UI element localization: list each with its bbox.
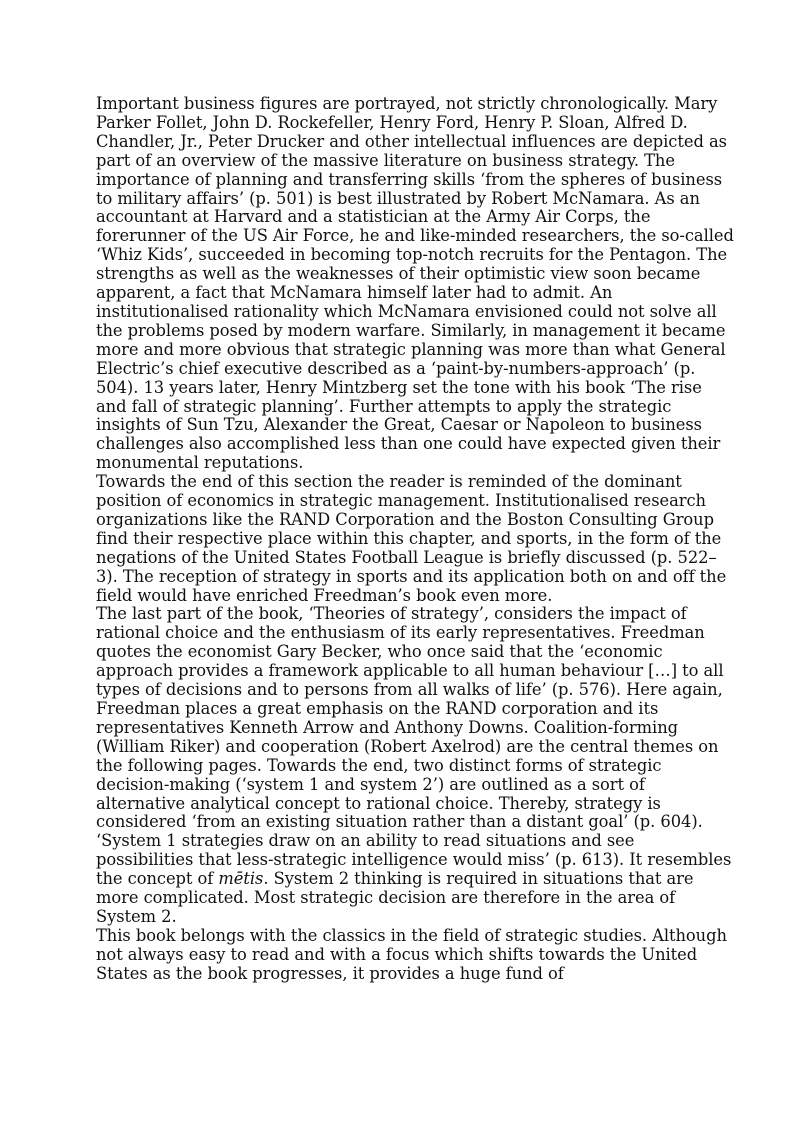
italic-term-metis: mētis bbox=[218, 869, 264, 889]
paragraph-conclusion: This book belongs with the classics in the field of strategic studies. Although not always easy to read and with a focus which shifts towards the United States as the book progresses, it provides a huge fund of bbox=[96, 925, 727, 983]
paragraph-business-figures: Important business figures are portrayed, not strictly chronologically. Mary Parker Follet, John D. Rockefeller, Henry Ford, Henry P. Sloan, Alfred D. Chandler, Jr., Peter Drucker and other intellectual influences are depicted as part of an overview of the massive literature on business strategy. The importance of planning and transferring skills ‘from the spheres of business to military affairs’ (p. 501) is best illustrated by Robert McNamara. As an accountant at Harvard and a statistician at the Army Air Corps, the forerunner of the US Air Force, he and like-minded researchers, the so-called ‘Whiz Kids’, succeeded in becoming top-notch recruits for the Pentagon. The strengths as well as the weaknesses of their optimistic view soon became apparent, a fact that McNamara himself later had to admit. An institutionalised rationality which McNamara envisioned could not solve all the problems posed by modern warfare. Similarly, in management it became more and more obvious that strategic planning was more than what General Electric’s chief executive described as a ‘paint-by-numbers-approach’ (p. 504). 13 years later, Henry Mintzberg set the tone with his book ‘The rise and fall of strategic planning’. Further attempts to apply the strategic insights of Sun Tzu, Alexander the Great, Caesar or Napoleon to business challenges also accomplished less than one could have expected given their monumental reputations. bbox=[96, 94, 734, 473]
paragraph-theories-of-strategy bbox=[96, 605, 736, 926]
paragraph-economics-position: Towards the end of this section the reader is reminded of the dominant position of economics in strategic management. Institutionalised research organizations like the RAND Corporation and the Boston Consulting Group find their respective place within this chapter, and sports, in the form of the negations of the United States Football League is briefly discussed (p. 522–3). The reception of strategy in sports and its application both on and off the field would have enriched Freedman’s book even more. bbox=[96, 472, 727, 605]
paragraph-text-after: . System 2 thinking is required in situations that are more complicated. Most strategic decision are therefore in the area of System 2. bbox=[96, 869, 694, 926]
paragraph-text-before: The last part of the book, ‘Theories of strategy’, considers the impact of rational choice and the enthusiasm of its early representatives. Freedman quotes the economist Gary Becker, who once said that the ‘economic approach provides a framework applicable to all human behaviour […] to all types of decisions and to persons from all walks of life’ (p. 576). Here again, Freedman places a great emphasis on the RAND corporation and its representatives Kenneth Arrow and Anthony Downs. Coalition-forming (William Riker) and cooperation (Robert Axelrod) are the central themes on the following pages. Towards the end, two distinct forms of strategic decision-making (‘system 1 and system 2’) are outlined as a sort of alternative analytical concept to rational choice. Thereby, strategy is considered ‘from an existing situation rather than a distant goal’ (p. 604). ‘System 1 strategies draw on an ability to read situations and see possibilities that less-strategic intelligence would miss’ (p. 613). It resembles the concept of bbox=[96, 604, 732, 889]
document-body bbox=[96, 95, 736, 984]
